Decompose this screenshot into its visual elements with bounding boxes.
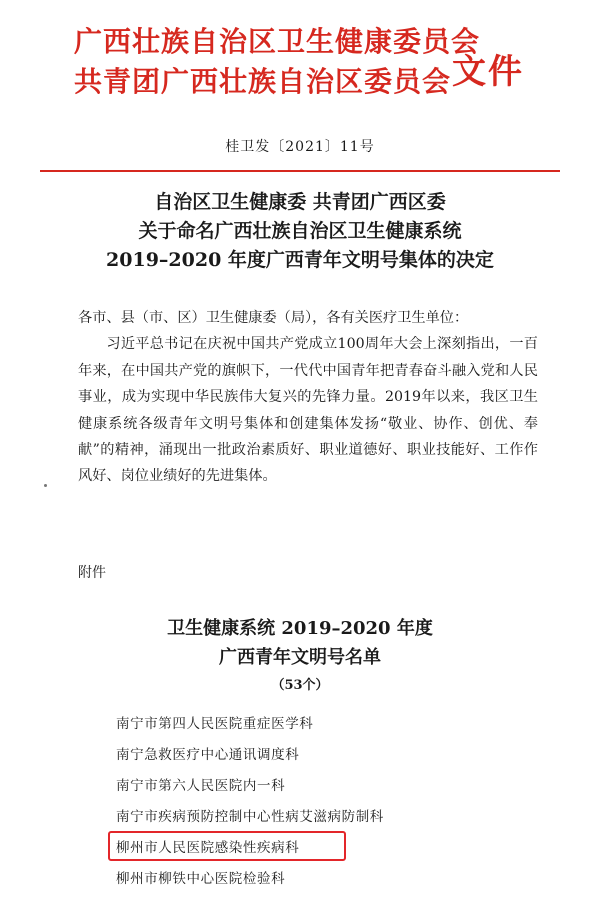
- list-item: 南宁市疾病预防控制中心性病艾滋病防制科: [116, 809, 384, 825]
- document-type-label: 文件: [452, 52, 524, 92]
- honoree-list: [116, 714, 384, 900]
- document-body: [78, 305, 538, 490]
- list-item-highlighted: 柳州市人民医院感染性疾病科: [116, 838, 384, 869]
- list-count: （53个）: [271, 678, 329, 693]
- list-title: [0, 614, 600, 672]
- list-item: 柳州市柳铁中心医院检验科: [116, 871, 286, 887]
- salutation: 各市、县（市、区）卫生健康委（局），各有关医疗卫生单位：: [78, 310, 469, 326]
- body-paragraph: 习近平总书记在庆祝中国共产党成立100周年大会上深刻指出，一百年来，在中国共产党的旗帜下，一代代中国青年把青春奋斗融入党和人民事业，成为实现中华民族伟大复兴的先锋力量。2019年以来，我区卫生健康系统各级青年文明号集体和创建集体发扬“敬业、协作、创优、奉献”的精神，涌现出一批政治素质好、职业道德好、职业技能好、工作作风好、岗位业绩好的先进集体。: [78, 336, 538, 485]
- document-number: 桂卫发〔2021〕11号: [225, 139, 375, 155]
- issuer-health-commission: 广西壮族自治区卫生健康委员会: [74, 25, 481, 58]
- title-line-1: 自治区卫生健康委 共青团广西区委: [154, 191, 446, 213]
- issuer-youth-league: 共青团广西壮族自治区委员会: [74, 65, 452, 98]
- document-title: [0, 188, 600, 275]
- issuing-authorities: [74, 22, 480, 102]
- list-item: 南宁急救医疗中心通讯调度科: [116, 747, 300, 763]
- scan-speck: [44, 484, 47, 487]
- attachment-label: 附件: [78, 565, 106, 581]
- title-line-2: 关于命名广西壮族自治区卫生健康系统: [138, 220, 462, 242]
- list-title-line-2: 广西青年文明号名单: [219, 647, 381, 668]
- list-item: 南宁市第四人民医院重症医学科: [116, 716, 314, 732]
- title-line-3: 2019–2020 年度广西青年文明号集体的决定: [106, 249, 494, 271]
- list-title-line-1: 卫生健康系统 2019–2020 年度: [167, 618, 433, 639]
- red-divider-rule: [40, 170, 560, 172]
- list-item: 南宁市第六人民医院内一科: [116, 778, 286, 794]
